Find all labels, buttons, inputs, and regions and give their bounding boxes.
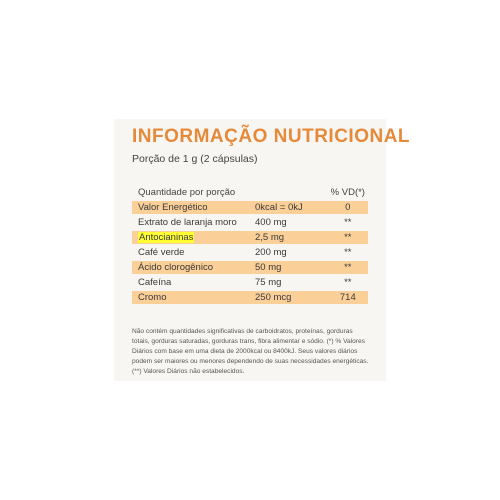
- nutrient-amount: 250 mcg: [251, 291, 328, 304]
- nutrient-vd: 0: [328, 201, 368, 214]
- nutrition-table: [132, 184, 368, 306]
- nutrient-name: [132, 216, 251, 229]
- nutrient-name-text: Antocianinas: [139, 232, 194, 243]
- nutrient-name: [132, 291, 251, 304]
- header-vd: % VD(*): [330, 187, 365, 198]
- header-quantity: Quantidade por porção: [138, 187, 236, 198]
- nutrient-name: [132, 201, 251, 214]
- nutrient-name-text: Valor Energético: [138, 202, 208, 213]
- nutrient-vd: 714: [328, 291, 368, 304]
- table-row: [132, 261, 368, 274]
- nutrient-vd: **: [328, 231, 368, 244]
- table-header-row: [132, 186, 368, 199]
- table-row: [132, 216, 368, 229]
- nutrient-vd: **: [328, 261, 368, 274]
- nutrient-name-text: Extrato de laranja moro: [138, 217, 237, 228]
- header-amount: [251, 186, 328, 199]
- nutrient-vd: **: [344, 217, 352, 228]
- nutrient-amount: 0kcal = 0kJ: [251, 201, 328, 214]
- nutrient-name: [132, 231, 251, 244]
- nutrient-amount: 2,5 mg: [251, 231, 328, 244]
- nutrient-amount: 200 mg: [255, 247, 287, 258]
- nutrient-amount: 400 mg: [255, 217, 287, 228]
- nutrient-vd: **: [344, 247, 352, 258]
- nutrient-name: [132, 261, 251, 274]
- nutrient-name-text: Ácido clorogênico: [138, 262, 213, 273]
- table-row: [132, 231, 368, 244]
- table-row: [132, 291, 368, 304]
- nutrient-name: [132, 276, 251, 289]
- nutrient-name-text: Cromo: [138, 292, 167, 303]
- footnote: Não contém quantidades significativas de carboidratos, proteínas, gorduras totais, gorduras saturadas, gorduras trans, fibra alimentar e sódio. (*) % Valores Diários com base em uma dieta de 2000kcal ou 8400kJ. Seus valores diários podem ser maiores ou menores dependendo de suas necessidades energéticas. (**) Valores Diários não estabelecidos.: [132, 328, 369, 375]
- nutrient-name-text: Café verde: [138, 247, 185, 258]
- table-row: [132, 201, 368, 214]
- portion-size: Porção de 1 g (2 cápsulas): [132, 153, 258, 165]
- table-row: [132, 246, 368, 259]
- nutrition-title: INFORMAÇÃO NUTRICIONAL: [132, 126, 411, 147]
- nutrient-name: [132, 246, 251, 259]
- nutrient-amount: 75 mg: [255, 277, 282, 288]
- nutrient-vd: **: [344, 277, 352, 288]
- nutrient-amount: 50 mg: [251, 261, 328, 274]
- nutrient-name-text: Cafeína: [138, 277, 172, 288]
- table-row: [132, 276, 368, 289]
